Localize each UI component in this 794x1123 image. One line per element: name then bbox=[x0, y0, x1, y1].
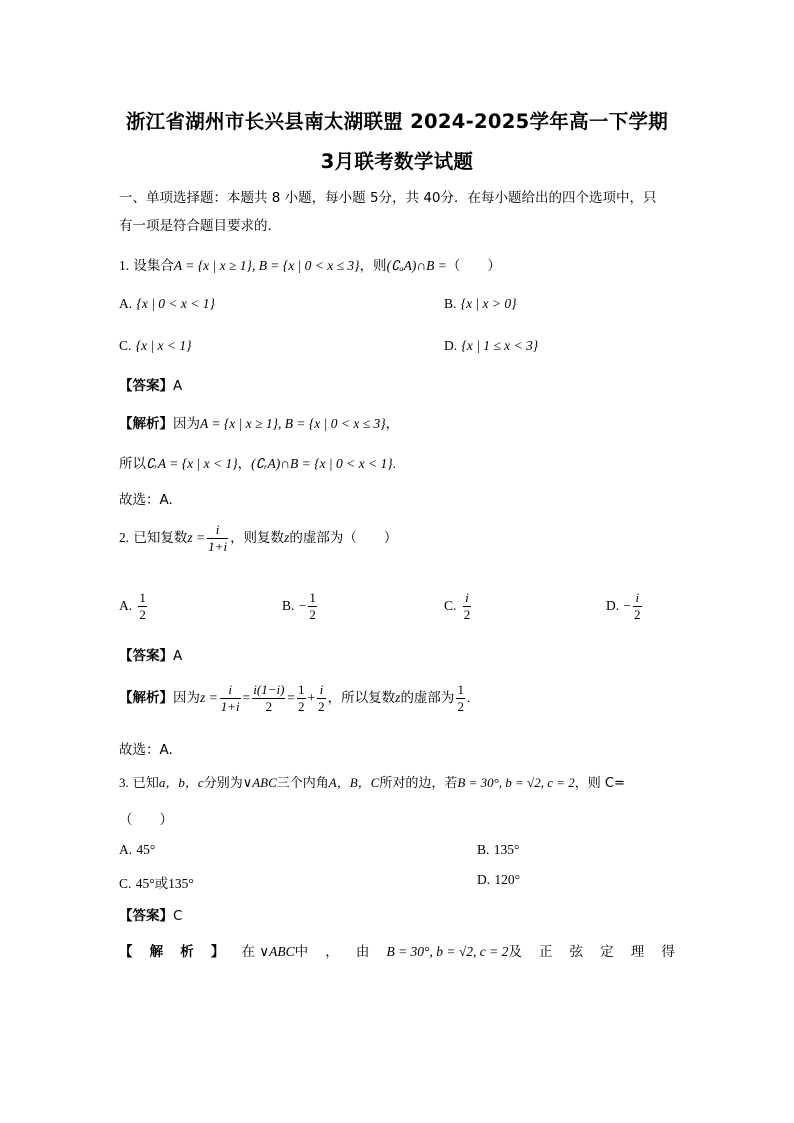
math: A，B，C bbox=[328, 775, 380, 790]
analysis-text: ，所以复数 bbox=[327, 690, 396, 706]
choose-value: A. bbox=[159, 742, 173, 758]
fraction bbox=[308, 590, 317, 623]
expression: (∁ₐA)∩B = bbox=[386, 258, 447, 273]
q2-option-d bbox=[606, 590, 644, 623]
question-number: 1. bbox=[119, 258, 130, 273]
analysis-label: 析 bbox=[180, 944, 194, 960]
option-label: C. bbox=[119, 338, 132, 353]
analysis-text: 及 bbox=[508, 944, 522, 960]
q2-answer bbox=[119, 644, 182, 664]
answer-label: 【答案】 bbox=[119, 648, 173, 664]
numerator: i(1−i) bbox=[253, 682, 285, 697]
set-b: , B = {x | 0 < x ≤ 3} bbox=[251, 258, 360, 273]
denominator: 2 bbox=[634, 607, 641, 622]
minus-sign: − bbox=[298, 598, 307, 613]
denominator: 2 bbox=[318, 699, 325, 714]
option-label: A. bbox=[119, 842, 133, 857]
analysis-label: 解 bbox=[149, 944, 164, 960]
answer-label: 【答案】 bbox=[119, 908, 173, 924]
q1-answer bbox=[119, 374, 182, 394]
analysis-text: 得 bbox=[661, 944, 675, 960]
question-number: 3. bbox=[119, 775, 129, 790]
q2-option-a bbox=[119, 590, 149, 623]
q3-option-a bbox=[119, 842, 155, 858]
option-value: {x | x > 0} bbox=[460, 296, 517, 311]
analysis-math: A = {x | x ≥ 1}, B = {x | 0 < x ≤ 3} bbox=[200, 416, 386, 431]
answer-value: A bbox=[173, 378, 183, 394]
option-label: C. bbox=[444, 598, 457, 613]
analysis-label: 【解析】 bbox=[119, 416, 173, 432]
q1-option-a bbox=[119, 296, 215, 312]
q2-option-c bbox=[444, 590, 473, 623]
math: = bbox=[242, 690, 251, 705]
document-title-line-1: 浙江省湖州市长兴县南太湖联盟 2024-2025学年高一下学期 bbox=[125, 110, 669, 133]
math: z = bbox=[187, 530, 206, 545]
analysis-text: 弦 bbox=[569, 944, 584, 960]
option-value: 120° bbox=[494, 872, 521, 887]
question-1-stem bbox=[119, 254, 501, 274]
option-label: C. bbox=[119, 876, 132, 891]
math: z = bbox=[200, 690, 218, 705]
q3-answer-paren: （ ） bbox=[119, 812, 173, 828]
q1-analysis-line-1 bbox=[119, 412, 399, 432]
option-label: D. bbox=[477, 872, 491, 887]
analysis-label: 【 bbox=[119, 944, 133, 960]
q2-option-b bbox=[282, 590, 319, 623]
option-value: 45°或135° bbox=[135, 876, 194, 891]
answer-value: A bbox=[173, 648, 183, 664]
numerator: i bbox=[319, 682, 324, 697]
q3-option-d bbox=[477, 872, 520, 888]
fraction bbox=[297, 682, 306, 715]
analysis-math: ∁ᵣA = {x | x < 1} bbox=[146, 456, 238, 471]
numerator: i bbox=[465, 590, 469, 605]
q1-analysis-line-2 bbox=[119, 452, 396, 472]
numerator: 1 bbox=[457, 682, 464, 697]
option-value: {x | 0 < x < 1} bbox=[136, 296, 215, 311]
section-heading-line-2: 有一项是符合题目要求的． bbox=[119, 218, 281, 234]
denominator: 2 bbox=[139, 607, 146, 622]
question-text: 分别为 bbox=[203, 776, 243, 791]
question-text: 设集合 bbox=[133, 258, 174, 274]
analysis-text: 由 bbox=[355, 944, 370, 960]
denominator: 1+i bbox=[220, 699, 240, 714]
analysis-text: 所以 bbox=[119, 456, 146, 472]
minus-sign: − bbox=[623, 598, 632, 613]
denominator: 1+i bbox=[208, 539, 228, 554]
q1-option-b bbox=[444, 296, 517, 312]
choose-value: A. bbox=[159, 492, 173, 508]
denominator: 2 bbox=[463, 607, 471, 622]
denominator: 2 bbox=[298, 699, 305, 714]
math: z bbox=[395, 690, 401, 705]
denominator: 2 bbox=[252, 698, 285, 715]
answer-value: C bbox=[173, 908, 183, 924]
answer-label: 【答案】 bbox=[119, 378, 173, 394]
analysis-text: 因为 bbox=[173, 416, 200, 432]
math: B = 30°, b = √2, c = 2 bbox=[386, 944, 509, 959]
math: + bbox=[307, 690, 316, 705]
set-a: A = {x | x ≥ 1} bbox=[173, 258, 252, 273]
question-text: 的虚部为（ ） bbox=[289, 530, 398, 546]
q1-option-d bbox=[444, 338, 538, 354]
math: = bbox=[287, 690, 296, 705]
option-label: D. bbox=[606, 598, 620, 613]
analysis-text: ， bbox=[385, 416, 400, 432]
q2-conclusion bbox=[119, 738, 173, 758]
fraction bbox=[463, 590, 472, 623]
option-value: {x | x < 1} bbox=[135, 338, 192, 353]
analysis-text: 中 bbox=[294, 944, 309, 960]
question-text: ，则 bbox=[359, 258, 387, 274]
analysis-text: 正 bbox=[538, 944, 553, 960]
analysis-text: ， bbox=[237, 456, 252, 472]
denominator: 2 bbox=[457, 699, 464, 714]
analysis-math: (∁ᵣA)∩B = {x | 0 < x < 1} bbox=[251, 456, 393, 471]
fraction bbox=[252, 682, 285, 715]
numerator: i bbox=[215, 522, 220, 537]
choose-label: 故选： bbox=[119, 492, 160, 508]
analysis-text: 因为 bbox=[173, 690, 200, 706]
fraction bbox=[633, 590, 642, 623]
document-title-line-2: 3月联考数学试题 bbox=[320, 150, 474, 173]
math: a，b，c bbox=[158, 775, 204, 790]
option-value: 45° bbox=[136, 842, 156, 857]
numerator: i bbox=[635, 590, 640, 605]
question-3-stem bbox=[119, 772, 625, 791]
option-label: A. bbox=[119, 598, 133, 613]
q1-option-c bbox=[119, 338, 192, 354]
analysis-text: ， bbox=[325, 944, 339, 960]
numerator: 1 bbox=[309, 590, 316, 605]
analysis-text: 在 bbox=[241, 944, 255, 960]
q1-conclusion bbox=[119, 488, 173, 508]
choose-label: 故选： bbox=[119, 742, 160, 758]
fraction bbox=[138, 590, 147, 623]
option-value: {x | 1 ≤ x < 3} bbox=[461, 338, 539, 353]
q3-answer bbox=[119, 904, 182, 924]
analysis-text: 的虚部为 bbox=[400, 690, 455, 706]
analysis-text: 理 bbox=[630, 944, 645, 960]
fraction bbox=[456, 682, 465, 715]
analysis-text: . bbox=[466, 690, 471, 705]
q3-analysis bbox=[119, 940, 675, 960]
q3-option-b bbox=[477, 842, 519, 858]
answer-paren: （ ） bbox=[446, 258, 501, 274]
numerator: 1 bbox=[298, 682, 305, 697]
analysis-text: . bbox=[392, 456, 396, 471]
question-text: 已知复数 bbox=[133, 530, 188, 546]
fraction bbox=[317, 682, 326, 715]
option-label: B. bbox=[282, 598, 295, 613]
option-label: B. bbox=[477, 842, 490, 857]
section-heading-line-1: 一、单项选择题：本题共 8 小题，每小题 5分，共 40分．在每小题给出的四个选项中，只 bbox=[119, 190, 657, 206]
question-2-stem bbox=[119, 522, 397, 555]
analysis-label: 】 bbox=[210, 944, 225, 960]
question-text: ，则复数 bbox=[230, 530, 285, 546]
option-label: B. bbox=[444, 296, 457, 311]
question-text: 所对的边，若 bbox=[379, 776, 458, 791]
option-value: 135° bbox=[493, 842, 520, 857]
fraction bbox=[207, 522, 228, 555]
fraction bbox=[220, 682, 241, 715]
question-number: 2. bbox=[119, 530, 130, 545]
math: ∨ABC bbox=[242, 775, 277, 790]
numerator: i bbox=[228, 682, 232, 697]
analysis-text: 定 bbox=[600, 944, 614, 960]
question-text: ，则 C= bbox=[574, 776, 625, 791]
question-text: 已知 bbox=[132, 776, 159, 791]
analysis-label: 【解析】 bbox=[119, 690, 173, 706]
math: ∨ABC bbox=[259, 944, 295, 959]
denominator: 2 bbox=[309, 607, 316, 622]
option-label: A. bbox=[119, 296, 133, 311]
math: B = 30°, b = √2, c = 2 bbox=[457, 775, 575, 790]
math: z bbox=[284, 530, 290, 545]
numerator: 1 bbox=[139, 590, 146, 605]
q3-option-c bbox=[119, 872, 194, 892]
q2-analysis bbox=[119, 682, 470, 715]
option-label: D. bbox=[444, 338, 458, 353]
question-text: 三个内角 bbox=[276, 776, 329, 791]
